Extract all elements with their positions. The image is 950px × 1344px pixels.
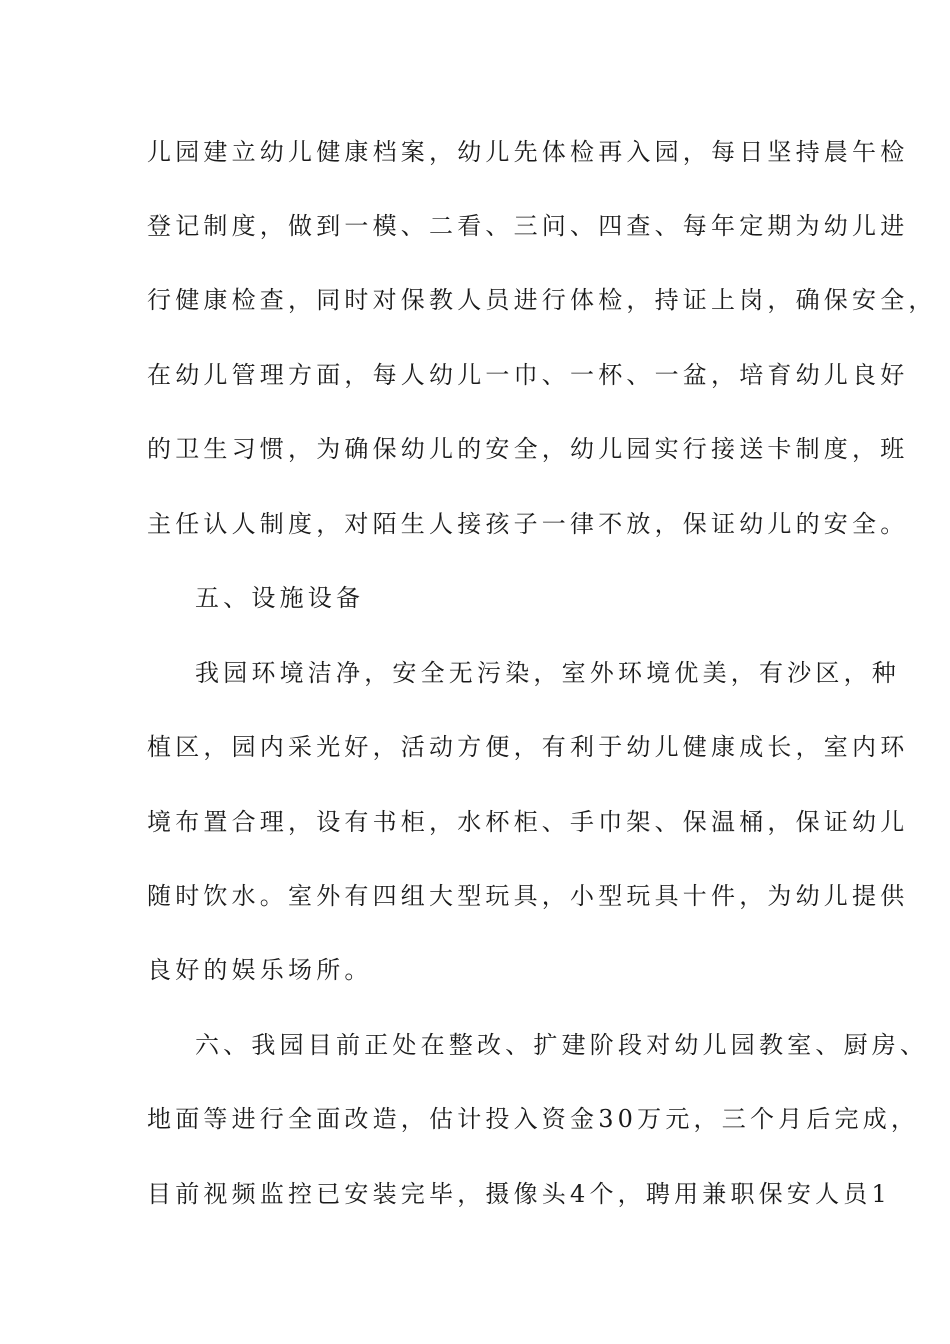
paragraph-line: 儿园建立幼儿健康档案，幼儿先体检再入园，每日坚持晨午检: [147, 138, 909, 166]
paragraph-line: 主任认人制度，对陌生人接孩子一律不放，保证幼儿的安全。: [147, 510, 909, 538]
paragraph-line: 植区，园内采光好，活动方便，有利于幼儿健康成长，室内环: [147, 733, 909, 761]
paragraph-line: 我园环境洁净，安全无污染，室外环境优美，有沙区，种: [195, 659, 900, 687]
paragraph-line: 随时饮水。室外有四组大型玩具，小型玩具十件，为幼儿提供: [147, 882, 909, 910]
paragraph-line: 行健康检查，同时对保教人员进行体检，持证上岗，确保安全，: [147, 286, 937, 314]
paragraph-line: 良好的娱乐场所。: [147, 956, 373, 984]
paragraph-line: 登记制度，做到一模、二看、三问、四查、每年定期为幼儿进: [147, 212, 909, 240]
paragraph-line: 地面等进行全面改造，估计投入资金30万元，三个月后完成，: [147, 1105, 920, 1133]
paragraph-line: 目前视频监控已安装完毕，摄像头4个，聘用兼职保安人员1: [147, 1180, 891, 1208]
paragraph-line: 六、我园目前正处在整改、扩建阶段对幼儿园教室、厨房、: [195, 1031, 929, 1059]
section-heading: 五、设施设备: [195, 584, 365, 612]
paragraph-line: 在幼儿管理方面，每人幼儿一巾、一杯、一盆，培育幼儿良好: [147, 361, 909, 389]
paragraph-line: 的卫生习惯，为确保幼儿的安全，幼儿园实行接送卡制度，班: [147, 435, 909, 463]
paragraph-line: 境布置合理，设有书柜，水杯柜、手巾架、保温桶，保证幼儿: [147, 808, 909, 836]
